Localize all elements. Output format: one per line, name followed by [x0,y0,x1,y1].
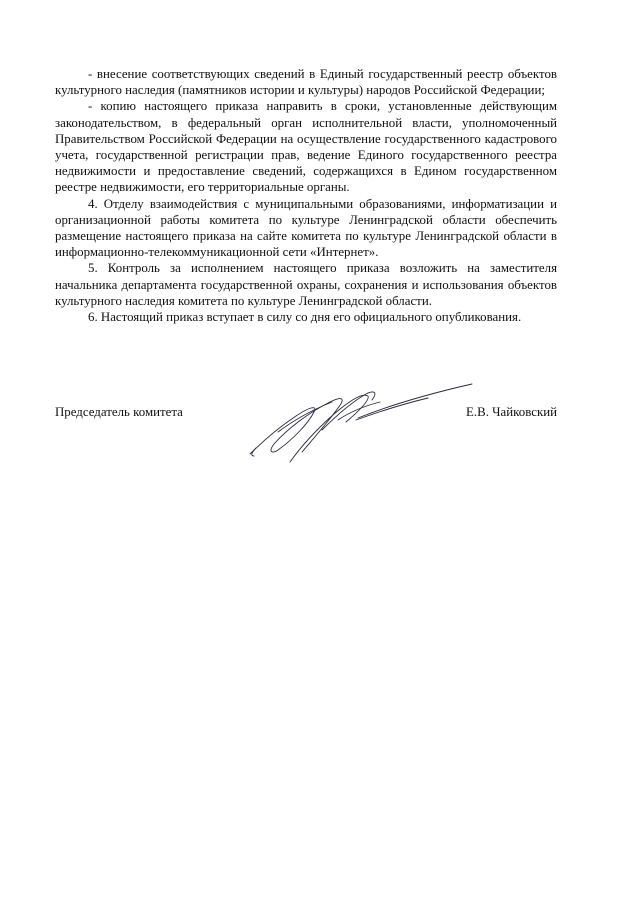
paragraph-registry-entry: - внесение соответствующих сведений в Единый государственный реестр объектов культурного наследия (памятников истории и культуры) народов Российской Федерации; [55,67,557,98]
signer-title: Председатель комитета [55,405,183,419]
paragraph-item-5: 5. Контроль за исполнением настоящего приказа возложить на заместителя начальника департамента государственной охраны, сохранения и использования объектов культурного наследия комитета по культуре Ленинградской области. [55,261,557,308]
paragraph-item-4: 4. Отделу взаимодействия с муниципальными образованиями, информатизации и организационной работы комитета по культуре Ленинградской области обеспечить размещение настоящего приказа на сайте комитета по культуре Ленинградской области в информационно-телекоммуникационной сети «Интернет». [55,196,557,260]
paragraph-copy-order: - копию настоящего приказа направить в сроки, установленные действующим законодательством, в федеральный орган исполнительной власти, уполномоченный Правительством Российской Федерации на осуществление государственного кадастрового учета, государственной регистрации прав, ведение Единого государственного реестра недвижимости и предоставление сведений, содержащихся в Едином государственном реестре недвижимости, его территориальные органы. [55,99,557,195]
paragraph-item-6: 6. Настоящий приказ вступает в силу со дня его официального опубликования. [88,310,522,325]
signature-row [55,404,557,424]
document-body [55,66,557,325]
signer-name: Е.В. Чайковский [466,405,557,419]
